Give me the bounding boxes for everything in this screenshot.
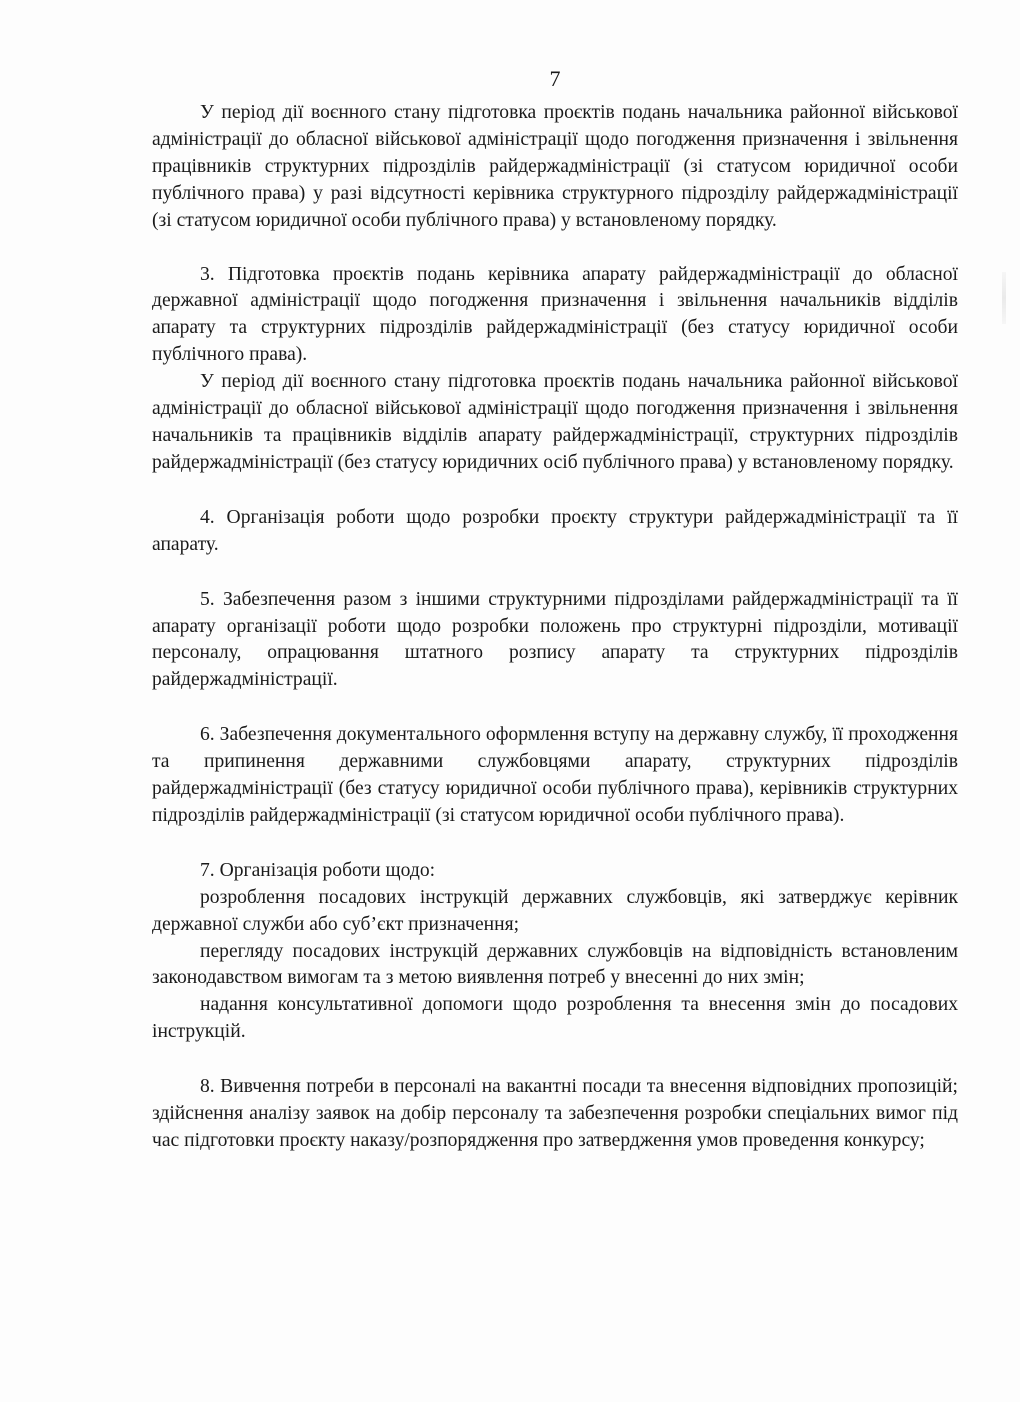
page-number: 7 — [549, 66, 561, 91]
paragraph-wartime-appointment-structural: У період дії воєнного стану підготовка проєктів подань начальника районної військової адміністрації до обласної військової адміністрації щодо погодження призначення і звільнення працівників структурних підрозділів райдержадміністрації (зі статусом юридичної особи публічного права) у разі відсутності керівника структурного підрозділу райдержадміністрації (зі статусом юридичної особи публічного права) у встановленому порядку. — [152, 102, 958, 231]
paragraph-item-7-sub-3: надання консультативної допомоги щодо розроблення та внесення змін до посадових інструкцій. — [152, 994, 958, 1043]
paragraph-item-7-sub-1: розроблення посадових інструкцій державних службовців, які затверджує керівник державної служби або суб’єкт призначення; — [152, 886, 958, 935]
document-body — [152, 100, 958, 1155]
paragraph-item-5: 5. Забезпечення разом з іншими структурними підрозділами райдержадміністрації та її апарату організації роботи щодо розробки положень про структурні підрозділи, мотивації персоналу, опрацювання штатного розпису апарату та структурних підрозділів райдержадміністрації. — [152, 588, 958, 691]
paragraph-gap — [152, 830, 958, 858]
paragraph-wartime-appointment-departments: У період дії воєнного стану підготовка проєктів подань начальника районної військової адміністрації до обласної військової адміністрації щодо погодження призначення і звільнення начальників та працівників відділів апарату райдержадміністрації, структурних підрозділів райдержадміністрації (без статусу юридичних осіб публічного права) у встановленому порядку. — [152, 371, 958, 473]
paragraph-gap — [152, 559, 958, 587]
paragraph-item-3: 3. Підготовка проєктів подань керівника апарату райдержадміністрації до обласної державної адміністрації щодо погодження призначення і звільнення начальників відділів апарату та структурних підрозділів райдержадміністрації (без статусу юридичної особи публічного права). — [152, 263, 958, 366]
paragraph-gap — [152, 694, 958, 722]
paragraph-item-7: 7. Організація роботи щодо: — [200, 859, 436, 881]
paragraph-gap — [152, 477, 958, 505]
paragraph-gap — [152, 235, 958, 262]
scan-edge-mark — [1002, 272, 1006, 324]
paragraph-item-7-sub-2: перегляду посадових інструкцій державних службовців на відповідність встановленим законодавством вимогам та з метою виявлення потреб у внесенні до них змін; — [152, 940, 958, 989]
paragraph-gap — [152, 1046, 958, 1074]
paragraph-item-4: 4. Організація роботи щодо розробки проєкту структури райдержадміністрації та її апарату. — [152, 506, 958, 555]
paragraph-item-8: 8. Вивчення потреби в персоналі на вакантні посади та внесення відповідних пропозицій; здійснення аналізу заявок на добір персоналу та забезпечення розробки спеціальних вимог під час підготовки проєкту наказу/розпорядження про затвердження умов проведення конкурсу; — [152, 1076, 958, 1151]
paragraph-item-6: 6. Забезпечення документального оформлення вступу на державну службу, її проходження та припинення державними службовцями апарату, структурних підрозділів райдержадміністрації (без статусу юридичної особи публічного права), керівників структурних підрозділів райдержадміністрації (зі статусом юридичної особи публічного права). — [152, 724, 958, 826]
